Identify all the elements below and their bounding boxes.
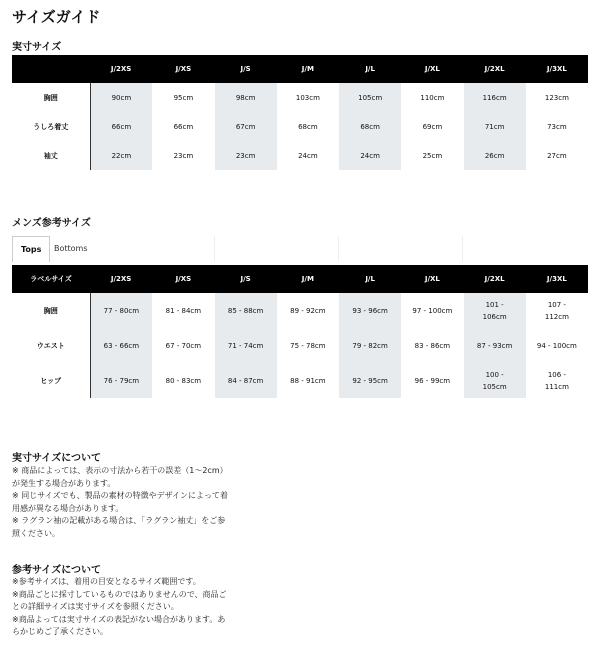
row-label: 胸囲	[12, 83, 90, 112]
page-title: サイズガイド	[12, 8, 101, 26]
table-cell: 67cm	[215, 112, 277, 141]
table-cell: 22cm	[90, 141, 152, 170]
tab-divider	[338, 236, 339, 261]
reference-notes	[12, 576, 227, 639]
table-row	[12, 293, 588, 328]
row-label: 胸囲	[12, 293, 90, 328]
header-size: J/2XL	[464, 265, 526, 293]
table-cell: 98cm	[215, 83, 277, 112]
table-cell: 80 - 83cm	[165, 376, 202, 385]
note-line: ※商品よっては実寸サイズの表記がない場合があります。あ	[12, 614, 226, 624]
header-size: J/3XL	[526, 265, 588, 293]
table-cell: 89 - 92cm	[290, 306, 326, 315]
header-size: J/XL	[401, 55, 463, 83]
table-row	[12, 83, 588, 112]
table-cell: 69cm	[422, 122, 443, 131]
note-line: 照ください。	[12, 528, 60, 538]
table-cell: 71cm	[464, 112, 526, 141]
header-label-size: ラベルサイズ	[12, 265, 90, 293]
note-line: ※参考サイズは、着用の目安となるサイズ範囲です。	[12, 577, 201, 586]
header-size: J/M	[277, 265, 339, 293]
note-line: が発生する場合があります。	[12, 478, 116, 488]
table-cell: 24cm	[339, 141, 401, 170]
table-cell: 71 - 74cm	[215, 328, 277, 363]
note-line: ※商品ごとに採寸しているものではありませんので、商品ご	[12, 589, 227, 599]
table-cell: 67 - 70cm	[165, 341, 202, 350]
table-cell: 100 - 105cm	[464, 363, 526, 398]
table-cell: 27cm	[547, 151, 567, 160]
table-row	[12, 141, 588, 170]
note-line: ※ 商品によっては、表示の寸法から若干の誤差（1〜2cm）	[12, 466, 228, 475]
row-label: ヒップ	[12, 363, 90, 398]
table-cell: 93 - 96cm	[339, 293, 401, 328]
reference-size-heading: メンズ参考サイズ	[12, 218, 91, 229]
table-cell: 23cm	[215, 141, 277, 170]
header-size: J/S	[215, 55, 277, 83]
row-label: うしろ着丈	[12, 112, 90, 141]
table-cell: 77 - 80cm	[90, 293, 152, 328]
table-cell: 116cm	[464, 83, 526, 112]
header-size: J/S	[215, 265, 277, 293]
table-cell: 106 - 111cm	[544, 370, 569, 391]
table-cell: 26cm	[464, 141, 526, 170]
table-cell: 23cm	[173, 151, 194, 160]
note-line: らかじめご了承ください。	[12, 627, 108, 636]
note-line: ※ 同じサイズでも、製品の素材の特徴やデザインによって着	[12, 491, 229, 500]
table-cell: 68cm	[339, 112, 401, 141]
header-size: J/M	[277, 55, 339, 83]
table-cell: 24cm	[298, 151, 318, 160]
table-cell: 73cm	[547, 122, 567, 131]
note-line: との詳細サイズは実寸サイズを参照ください。	[12, 602, 179, 611]
table-cell: 25cm	[422, 151, 443, 160]
note-line: ※ ラグラン袖の記載がある場合は、「ラグラン袖丈」をご参	[12, 516, 226, 525]
table-cell: 101 - 106cm	[464, 293, 526, 328]
table-header-row	[12, 55, 588, 83]
table-cell: 85 - 88cm	[215, 293, 277, 328]
tab-divider	[214, 236, 215, 261]
table-cell: 94 - 100cm	[536, 341, 577, 350]
table-cell: 123cm	[544, 93, 569, 102]
table-cell: 92 - 95cm	[339, 363, 401, 398]
table-cell: 83 - 86cm	[414, 341, 451, 350]
header-size: J/XS	[152, 265, 214, 293]
table-cell: 88 - 91cm	[290, 376, 326, 385]
garment-tabs	[12, 236, 588, 261]
tab-divider	[462, 236, 463, 261]
tab-bottoms[interactable]: Bottoms	[54, 244, 88, 253]
header-size: J/2XS	[90, 265, 152, 293]
table-cell: 95cm	[173, 93, 194, 102]
row-label: 袖丈	[12, 141, 90, 170]
row-label: ウエスト	[12, 328, 90, 363]
header-corner	[12, 55, 90, 83]
table-cell: 87 - 93cm	[464, 328, 526, 363]
table-cell: 105cm	[339, 83, 401, 112]
table-cell: 63 - 66cm	[90, 328, 152, 363]
table-cell: 66cm	[90, 112, 152, 141]
table-cell: 84 - 87cm	[215, 363, 277, 398]
table-cell: 107 - 112cm	[544, 300, 569, 321]
table-cell: 76 - 79cm	[90, 363, 152, 398]
header-size: J/XS	[152, 55, 214, 83]
header-size: J/L	[339, 55, 401, 83]
actual-size-table	[12, 55, 588, 170]
actual-size-heading: 実寸サイズ	[12, 42, 62, 53]
header-size: J/L	[339, 265, 401, 293]
table-cell: 90cm	[90, 83, 152, 112]
reference-notes-heading: 参考サイズについて	[12, 565, 101, 576]
note-line: 用感が異なる場合があります。	[12, 503, 124, 513]
table-cell: 97 - 100cm	[412, 306, 453, 315]
table-row	[12, 328, 588, 363]
header-size: J/2XL	[464, 55, 526, 83]
table-cell: 96 - 99cm	[414, 376, 451, 385]
table-cell: 75 - 78cm	[290, 341, 326, 350]
table-cell: 81 - 84cm	[165, 306, 202, 315]
tab-tops[interactable]: Tops	[12, 236, 50, 262]
actual-notes-heading: 実寸サイズについて	[12, 453, 101, 464]
table-row	[12, 112, 588, 141]
table-cell: 66cm	[173, 122, 194, 131]
table-cell: 68cm	[298, 122, 318, 131]
table-cell: 110cm	[420, 93, 445, 102]
header-size: J/2XS	[90, 55, 152, 83]
header-size: J/XL	[401, 265, 463, 293]
table-header-row	[12, 265, 588, 293]
header-size: J/3XL	[526, 55, 588, 83]
reference-size-table	[12, 265, 588, 398]
table-row	[12, 363, 588, 398]
actual-notes	[12, 465, 228, 540]
table-cell: 103cm	[295, 93, 320, 102]
table-cell: 79 - 82cm	[339, 328, 401, 363]
